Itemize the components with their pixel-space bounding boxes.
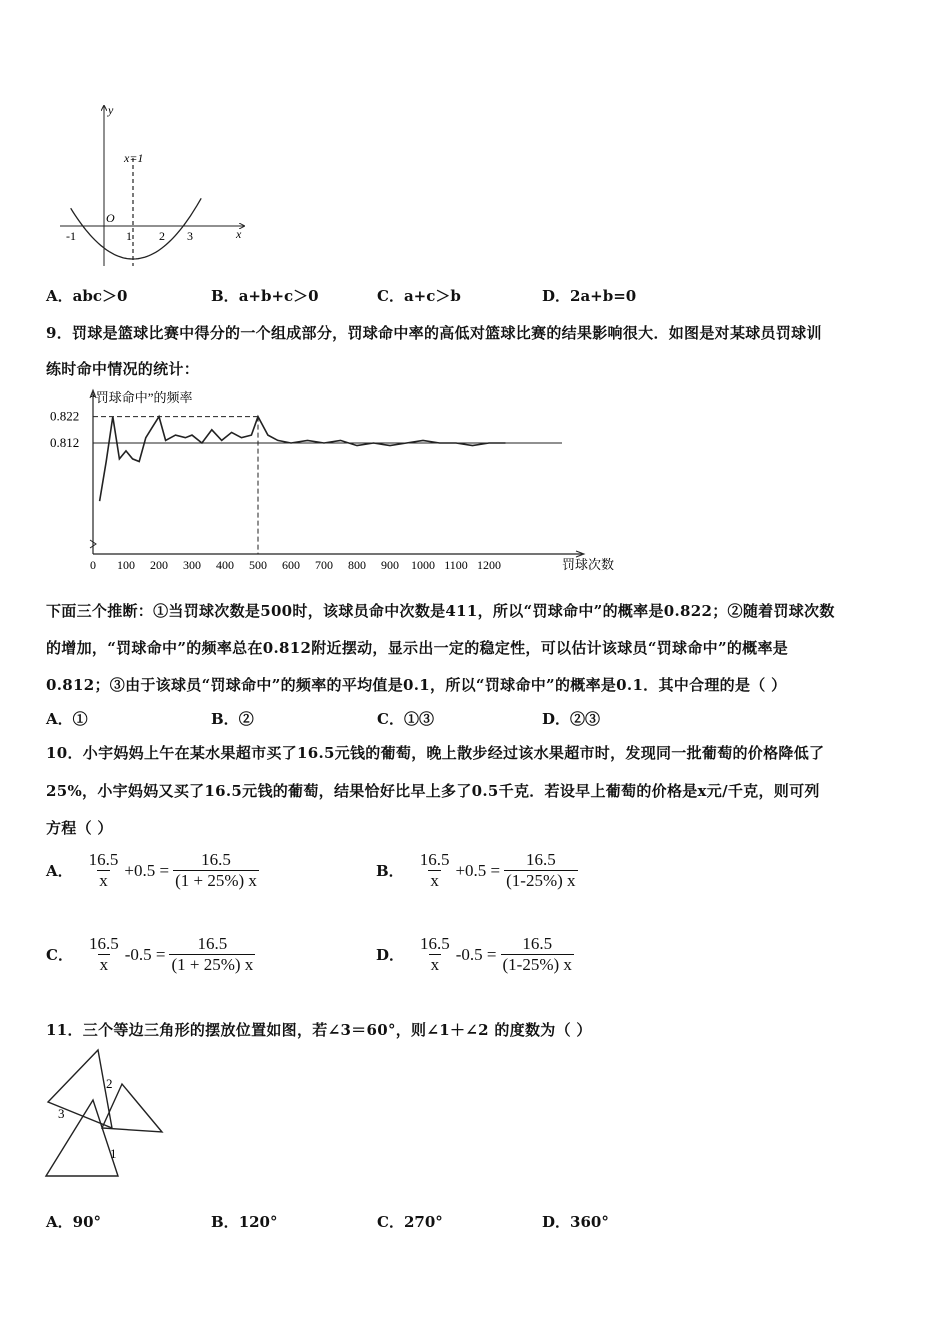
q9-option-a[interactable]	[46, 708, 88, 729]
parabola-figure	[58, 100, 253, 272]
option-label: B．	[211, 287, 239, 305]
y-axis-label: y	[108, 103, 114, 117]
tick-label-3: 3	[187, 229, 193, 243]
left-fraction	[87, 934, 121, 975]
option-text: ②	[238, 710, 254, 728]
origin-label: O	[106, 211, 115, 225]
option-label: D．	[542, 287, 571, 305]
option-text: 270°	[403, 1213, 443, 1231]
option-text: 120°	[238, 1213, 278, 1231]
operator: +0.5 =	[455, 860, 501, 880]
angle-label-1: 1	[110, 1146, 117, 1161]
x-tick-label: 800	[348, 558, 366, 572]
y-ref-label: 0.822	[50, 408, 80, 424]
option-label: A．	[46, 710, 73, 728]
x-tick-label: 400	[216, 558, 234, 572]
q10-stem-line-2: 25%，小宇妈妈又买了16.5元钱的葡萄，结果恰好比早上多了0.5千克．若设早上葡萄的价格是x元/千克，则可列	[46, 782, 820, 800]
option-label: D．	[542, 710, 571, 728]
option-label: C．	[377, 287, 404, 305]
denominator: x	[430, 955, 440, 974]
option-label: A．	[46, 1213, 73, 1231]
numerator: 16.5	[525, 850, 556, 869]
q10-stem-line-3: 方程（ ）	[46, 819, 113, 837]
right-fraction	[169, 934, 255, 975]
x-tick-label: 500	[249, 558, 267, 572]
q11-option-c[interactable]	[377, 1211, 443, 1232]
option-label: B．	[211, 710, 239, 728]
q9-option-b[interactable]	[211, 708, 254, 729]
denominator: (1 + 25%) x	[175, 871, 257, 890]
denominator: x	[99, 871, 108, 890]
q9-inference-line-3: 0.812；③由于该球员“罚球命中”的频率的平均值是0.1，所以“罚球命中”的概率是0.1．其中合理的是（ ）	[46, 676, 787, 694]
q10-stem-line-1: 10．小宇妈妈上午在某水果超市买了16.5元钱的葡萄，晚上散步经过该水果超市时，发现同一批葡萄的价格降低了	[46, 744, 825, 762]
q9-stem-line-1: 9．罚球是篮球比赛中得分的一个组成部分，罚球命中率的高低对篮球比赛的结果影响很大．如图是对某球员罚球训	[46, 324, 822, 342]
option-text: 90°	[72, 1213, 102, 1231]
q8-option-c[interactable]	[377, 285, 461, 306]
series-line	[100, 417, 506, 502]
q11-option-b[interactable]	[211, 1211, 278, 1232]
x-tick-label: 900	[381, 558, 399, 572]
x-tick-label: 0	[90, 558, 96, 572]
q8-option-b[interactable]	[211, 285, 319, 306]
free-throw-frequency-chart	[40, 386, 615, 586]
numerator: 16.5	[197, 934, 228, 953]
option-label: B．	[211, 1213, 239, 1231]
q9-stem-line-2: 练时命中情况的统计：	[46, 360, 200, 378]
option-label: C．	[377, 1213, 404, 1231]
tick-label-neg1: -1	[66, 229, 76, 243]
option-text: abc＞0	[72, 287, 128, 305]
q9-inference-line-2: 的增加，“罚球命中”的频率总在0.812附近摆动，显示出一定的稳定性，可以估计该球员“罚球命中”的概率是	[46, 639, 789, 657]
x-axis-label: 罚球次数	[562, 557, 615, 572]
q10-option-b[interactable]	[376, 850, 580, 891]
option-label: C．	[46, 946, 73, 964]
option-text: ①	[72, 710, 88, 728]
x-tick-label: 600	[282, 558, 300, 572]
q8-option-a[interactable]	[46, 285, 127, 306]
q8-option-d[interactable]	[542, 285, 636, 306]
option-text: ①③	[403, 710, 434, 728]
right-fraction	[501, 934, 574, 975]
angle-label-3: 3	[58, 1106, 65, 1121]
denominator: x	[430, 871, 439, 890]
option-text: 360°	[570, 1213, 609, 1231]
left-fraction	[87, 850, 121, 891]
x-tick-label: 200	[150, 558, 168, 572]
q10-option-d[interactable]	[376, 934, 576, 975]
q10-option-c[interactable]	[46, 934, 257, 975]
numerator: 16.5	[201, 850, 231, 869]
x-tick-label: 100	[117, 558, 135, 572]
denominator: x	[99, 955, 109, 974]
operator: -0.5 =	[124, 944, 166, 964]
operator: -0.5 =	[455, 944, 497, 964]
numerator: 16.5	[419, 850, 450, 869]
option-label: D．	[376, 946, 405, 964]
x-tick-label: 1100	[444, 558, 468, 572]
q10-option-a[interactable]	[46, 850, 261, 891]
q11-stem: 11．三个等边三角形的摆放位置如图，若∠3＝60°，则∠1＋∠2 的度数为（ ）	[46, 1021, 592, 1039]
x-tick-label: 300	[183, 558, 201, 572]
q11-option-a[interactable]	[46, 1211, 101, 1232]
option-text: 2a+b=0	[570, 287, 637, 305]
denominator: (1-25%) x	[506, 871, 576, 890]
chart-title: “罚球命中”的频率	[90, 390, 193, 405]
q11-option-d[interactable]	[542, 1211, 609, 1232]
parabola-curve	[71, 198, 202, 259]
option-label: B．	[376, 862, 404, 880]
x-tick-label: 1000	[411, 558, 435, 572]
x-tick-label: 700	[315, 558, 333, 572]
option-label: D．	[542, 1213, 571, 1231]
triangle-bottom	[46, 1100, 118, 1176]
numerator: 16.5	[420, 934, 450, 953]
angle-label-2: 2	[106, 1076, 113, 1091]
option-text: ②③	[570, 710, 601, 728]
right-fraction	[504, 850, 577, 891]
x-axis-label: x	[236, 227, 242, 241]
denominator: (1 + 25%) x	[171, 955, 254, 974]
option-text: a+c＞b	[403, 287, 461, 305]
denominator: (1-25%) x	[502, 955, 572, 974]
operator: +0.5 =	[124, 860, 170, 880]
q9-option-d[interactable]	[542, 708, 600, 729]
option-label: A．	[46, 862, 73, 880]
three-triangles-figure	[40, 1046, 170, 1182]
y-ref-label: 0.812	[50, 435, 80, 450]
symmetry-axis-label: x=1	[124, 151, 144, 165]
right-fraction	[173, 850, 259, 891]
option-label: A．	[46, 287, 73, 305]
numerator: 16.5	[88, 850, 119, 869]
numerator: 16.5	[522, 934, 553, 953]
tick-label-1: 1	[126, 229, 132, 243]
option-text: a+b+c＞0	[238, 287, 319, 305]
tick-label-2: 2	[159, 229, 165, 243]
option-label: C．	[377, 710, 404, 728]
numerator: 16.5	[88, 934, 119, 953]
q9-option-c[interactable]	[377, 708, 434, 729]
left-fraction	[418, 934, 452, 975]
q9-inference-line-1: 下面三个推断：①当罚球次数是500时，该球员命中次数是411，所以“罚球命中”的概率是0.822；②随着罚球次数	[46, 602, 835, 620]
x-tick-label: 1200	[477, 558, 501, 572]
left-fraction	[418, 850, 452, 891]
